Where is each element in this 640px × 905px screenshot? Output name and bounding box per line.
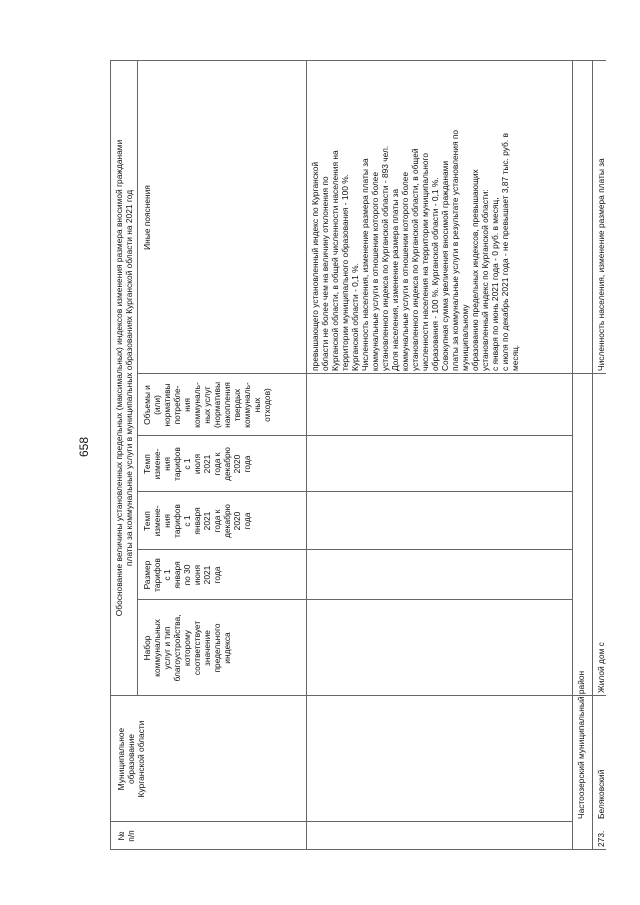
row-273-municipality: Беляковский [596, 769, 606, 819]
row-273-notes: Численность населения, изменение размера платы за [596, 158, 606, 371]
header-rate-jul: Темп измене- ния тарифов с 1 июля 2021 года к декабрю 2020 года [142, 447, 252, 481]
row-273-set: Жилой дом с [596, 642, 606, 693]
district-bottom-border [592, 60, 593, 850]
header-volume: Объемы и (или) нормативы потребле- ния коммуналь- ных услуг (нормативы накопления твердых коммуналь- ных отходов) [142, 382, 272, 428]
continuation-notes: превышающего установленный индекс по Курганской области не более чем на величину отклонения по Курганской области, в общей численности населения на территории муниципального образования - 100 %. Курганской области - 0,1 %. Численность населения, изменение размера платы за коммунальные услуги в отношении которого более установленного индекса по Курганской области - 893 чел. Доля населения, изменение размера платы за коммунальные услуги в отношении которого более установленного индекса по Курганской области, в общей численности населения на территории муниципального образования - 100 %. Курганской области - 0,1 %. Совокупная сумма увеличения вносимой гражданами платы за коммунальные услуги в результате установления по муниципальному образованию предельных индексов, превышающих установленный индекс по Курганской области: с января по июнь 2021 года - 0 руб. в месяц, с июля по декабрь 2021 года - не превышает 3,87 тыс. руб. в месяц. [310, 129, 520, 371]
header-num: № п/п [116, 830, 136, 842]
header-rate-jan: Темп измене- ния тарифов с 1 января 2021 года к декабрю 2020 года [142, 504, 252, 538]
table-top-border [110, 60, 111, 850]
header-group-title: Обоснование величины установленных предельных (максимальных) индексов изменения размера вносимой гражданами платы за коммунальные услуги в муниципальных образованиях Курганской области на 2021 год [114, 139, 134, 617]
page-number: 658 [77, 436, 91, 458]
header-municipality: Муниципальное образование Курганской области [116, 720, 146, 798]
rotated-table [110, 60, 606, 850]
row-273-num: 273. [596, 830, 606, 847]
district-label: Частоозерский муниципальный район [576, 670, 586, 819]
continuation-bottom-border [572, 60, 573, 850]
header-tariff-size: Размер тарифов с 1 января по 30 июня 2021 года [142, 558, 222, 592]
header-set: Набор коммунальных услуг и тип благоустройства, которому соответствует значение предельного индекса [142, 614, 232, 682]
header-bottom-border [306, 60, 307, 850]
header-notes: Иные пояснения [142, 185, 152, 250]
col-border-num [110, 849, 606, 850]
col-border-municipality [110, 821, 572, 822]
